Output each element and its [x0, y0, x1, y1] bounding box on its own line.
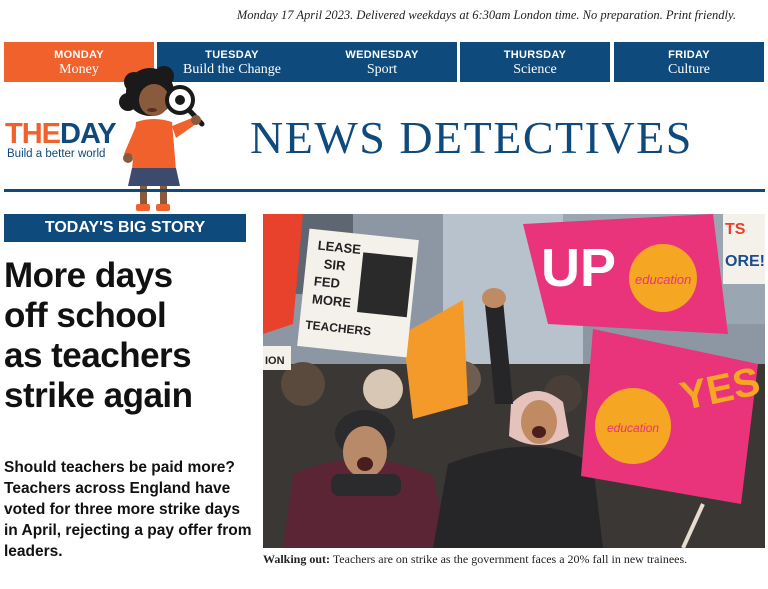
headline: [4, 256, 254, 416]
theday-logo[interactable]: [5, 118, 116, 160]
yes-flag-education-text: education: [607, 421, 660, 435]
lease-sign: [297, 229, 419, 358]
headline-line: More days: [4, 256, 173, 295]
section-label: TODAY'S BIG STORY: [4, 214, 246, 242]
caption-text: Teachers are on strike as the government faces a 20% fall in new trainees.: [330, 552, 688, 566]
logo-the: THE: [5, 118, 60, 150]
tab-topic-label: Money: [59, 62, 99, 77]
tab-day-label: MONDAY: [54, 49, 104, 61]
tab-thursday[interactable]: [460, 42, 611, 82]
tab-wednesday[interactable]: [307, 42, 458, 82]
tab-topic-label: Sport: [366, 62, 398, 77]
lease-sign-line: MORE: [311, 291, 352, 311]
masthead-title: NEWS DETECTIVES: [250, 112, 693, 163]
tab-day-label: THURSDAY: [503, 49, 567, 61]
logo-day: DAY: [60, 118, 116, 150]
tab-day-label: FRIDAY: [668, 49, 710, 61]
headline-line: off school: [4, 296, 167, 335]
lease-sign-line: SIR: [323, 256, 347, 274]
up-flag: [523, 214, 728, 334]
tab-topic-label: Culture: [668, 62, 710, 77]
tab-topic-label: Build the Change: [183, 62, 281, 77]
header-divider: [4, 189, 765, 192]
standfirst: Should teachers be paid more? Teachers across England have voted for three more strike days in April, rejecting a pay offer from leaders.: [4, 459, 252, 560]
headline-line: strike again: [4, 376, 193, 415]
small-sign-text: ION: [265, 355, 285, 367]
headline-line: as teachers: [4, 336, 192, 375]
lease-sign-line: FED: [313, 273, 341, 292]
strike-photo-illustration: [263, 214, 765, 548]
tab-friday[interactable]: [614, 42, 765, 82]
lease-sign-line: LEASE: [317, 237, 362, 258]
right-sign-line: ORE!: [725, 253, 765, 270]
lease-sign-line: TEACHERS: [304, 317, 372, 339]
tab-day-label: TUESDAY: [205, 49, 259, 61]
up-flag-text: UP: [541, 238, 617, 298]
yes-flag-text: YES: [676, 359, 764, 420]
edition-info: Monday 17 April 2023. Delivered weekdays at 6:30am London time. No preparation. Print friendly.: [236, 8, 736, 22]
right-sign-line: TS: [725, 221, 746, 238]
up-flag-education-text: education: [635, 272, 692, 287]
tab-day-label: WEDNESDAY: [345, 49, 419, 61]
photo-caption: [263, 552, 765, 567]
strike-photo: [263, 214, 765, 548]
logo-tagline: Build a better world: [7, 148, 106, 160]
tab-topic-label: Science: [513, 62, 557, 77]
caption-lead: Walking out:: [263, 552, 331, 566]
detective-mascot-icon: [112, 62, 212, 222]
